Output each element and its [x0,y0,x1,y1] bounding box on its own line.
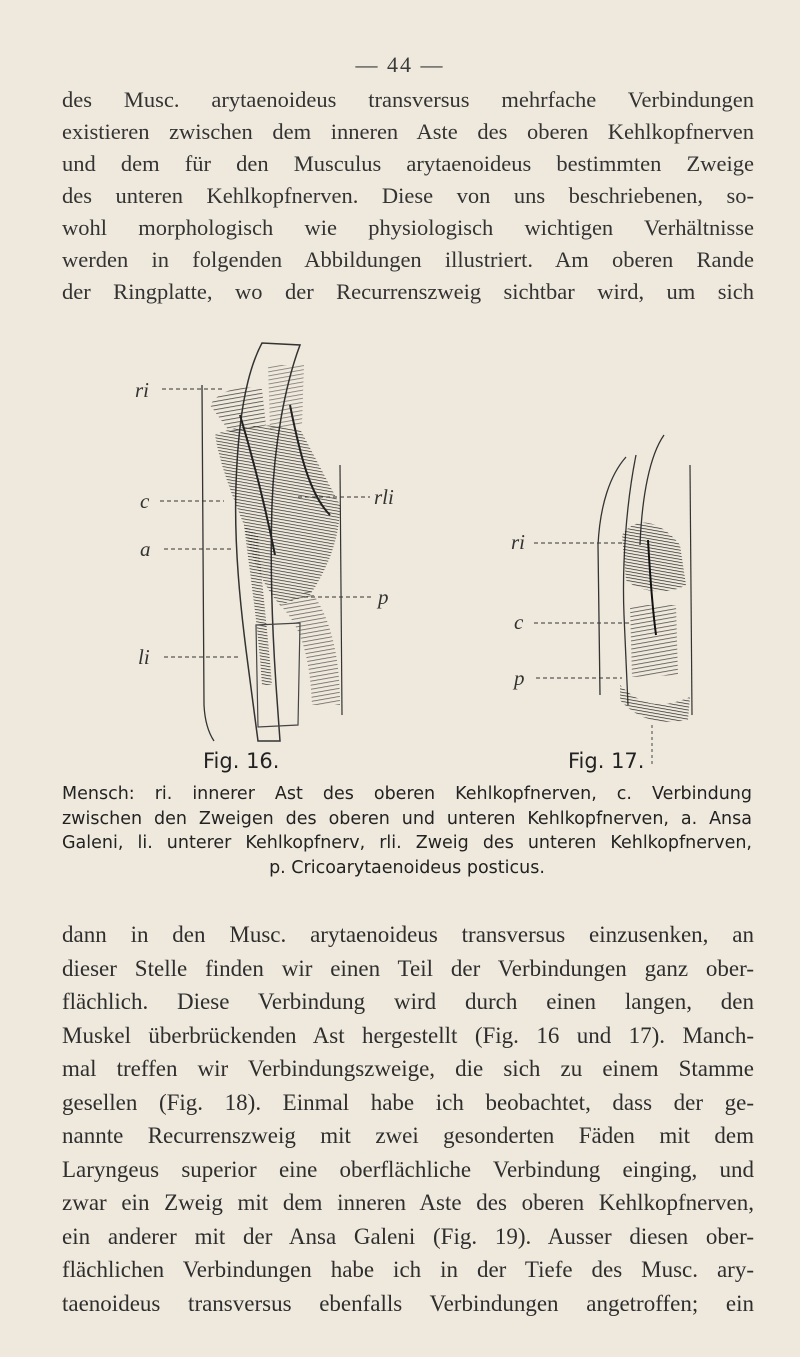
fig16-label-a: a [140,537,151,561]
text-line: werden in folgenden Abbildungen illustriert. Am oberen Rande [62,247,754,272]
text-line: dieser Stelle finden wir einen Teil der Verbindungen ganz ober- [62,955,754,981]
fig16-label-ri: ri [135,378,150,402]
text-line: des Musc. arytaenoideus transversus mehrfache Verbindungen [62,87,754,112]
anatomical-illustrations [0,305,800,765]
caption-line: Galeni, li. unterer Kehlkopfnerv, rli. Zweig des unteren Kehlkopfnerven, [62,833,752,853]
text-line: der Ringplatte, wo der Recurrenszweig sichtbar wird, um sich [62,279,754,304]
text-line: flächlichen Verbindungen habe ich in der Tiefe des Musc. ary- [62,1257,754,1282]
text-line: nannte Recurrenszweig mit zwei gesonderten Fäden mit dem [62,1123,754,1148]
fig16-label-li: li [138,645,150,669]
figure-caption [62,782,752,880]
text-line: existieren zwischen dem inneren Aste des oberen Kehlkopfnerven [62,119,754,144]
caption-line: p. Cricoarytaenoideus posticus. [269,857,545,878]
text-line: flächlich. Diese Verbindung wird durch einen langen, den [62,989,754,1014]
fig16-label-c: c [140,489,150,513]
fig17-label-c: c [514,610,524,634]
text-line: Laryngeus superior eine oberflächliche Verbindung einging, und [62,1156,754,1182]
fig17-illustration [598,435,692,765]
fig16-title: Fig. 16. [203,749,280,773]
fig17-title: Fig. 17. [568,749,645,773]
text-line: mal treffen wir Verbindungszweige, die sich zu einem Stamme [62,1056,754,1081]
text-line: zwar ein Zweig mit dem inneren Aste des oberen Kehlkopfnerven, [62,1190,754,1215]
fig16-label-rli: rli [374,485,394,509]
figure-area [0,305,800,773]
text-line: dann in den Musc. arytaenoideus transversus einzusenken, an [62,922,754,947]
fig17-label-p: p [514,666,525,690]
text-line: des unteren Kehlkopfnerven. Diese von uns beschriebenen, so- [62,183,754,208]
page-number: — 44 — [355,52,445,77]
fig17-label-ri: ri [511,530,526,554]
text-line: und dem für den Musculus arytaenoideus bestimmten Zweige [62,151,754,176]
fig16-illustration [202,343,342,741]
top-paragraph [62,84,754,308]
text-line: ein anderer mit der Ansa Galeni (Fig. 19). Ausser diesen ober- [62,1223,754,1249]
text-line: gesellen (Fig. 18). Einmal habe ich beobachtet, dass der ge- [62,1089,754,1115]
bottom-paragraph [62,918,754,1320]
text-line: wohl morphologisch wie physiologisch wichtigen Verhältnisse [62,215,754,240]
caption-line: Mensch: ri. innerer Ast des oberen Kehlkopfnerven, c. Verbindung [62,784,752,804]
caption-line: zwischen den Zweigen des oberen und unteren Kehlkopfnerven, a. Ansa [62,808,752,829]
fig16-label-p: p [378,585,389,609]
text-line: Muskel überbrückenden Ast hergestellt (Fig. 16 und 17). Manch- [62,1022,754,1048]
text-line: taenoideus transversus ebenfalls Verbindungen angetroffen; ein [62,1290,754,1316]
